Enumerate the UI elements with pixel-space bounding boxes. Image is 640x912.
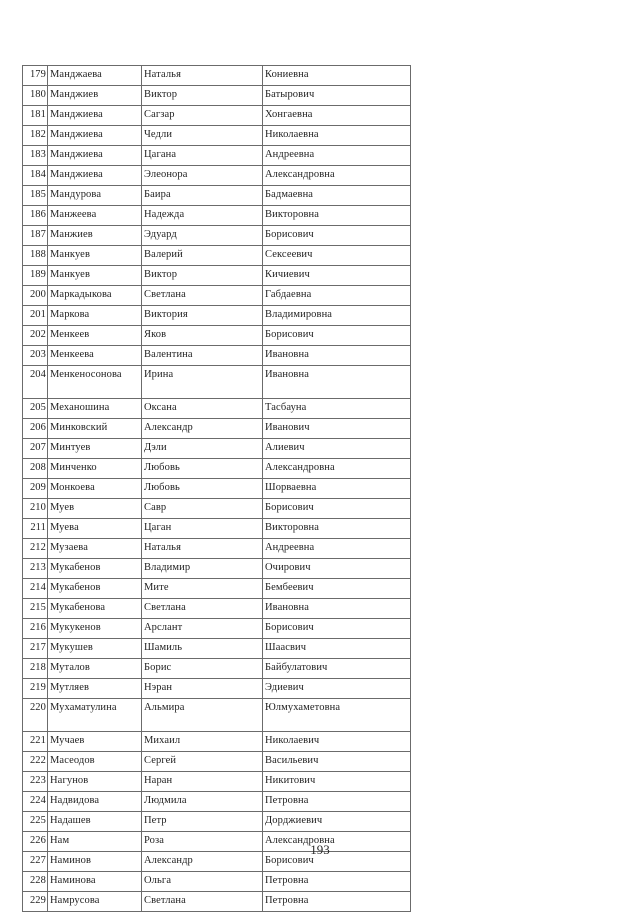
patronymic-cell: Петровна [263, 892, 411, 912]
surname-cell: Маркова [48, 306, 142, 326]
row-number-cell: 228 [23, 872, 48, 892]
table-row [23, 559, 411, 579]
table-row [23, 66, 411, 86]
table-row [23, 366, 411, 399]
table-row [23, 186, 411, 206]
patronymic-cell: Николаевна [263, 126, 411, 146]
table-row [23, 459, 411, 479]
row-number-cell: 217 [23, 639, 48, 659]
row-number-cell: 216 [23, 619, 48, 639]
surname-cell: Намрусова [48, 892, 142, 912]
surname-cell: Музаева [48, 539, 142, 559]
first-name-cell: Надежда [142, 206, 263, 226]
surname-cell: Наминов [48, 852, 142, 872]
table-row [23, 732, 411, 752]
surname-cell: Нагунов [48, 772, 142, 792]
row-number-cell: 205 [23, 399, 48, 419]
surname-cell: Надвидова [48, 792, 142, 812]
row-number-cell: 188 [23, 246, 48, 266]
first-name-cell: Элеонора [142, 166, 263, 186]
table-row [23, 699, 411, 732]
first-name-cell: Яков [142, 326, 263, 346]
row-number-cell: 186 [23, 206, 48, 226]
first-name-cell: Любовь [142, 459, 263, 479]
table-row [23, 812, 411, 832]
patronymic-cell: Ивановна [263, 599, 411, 619]
first-name-cell: Светлана [142, 892, 263, 912]
row-number-cell: 207 [23, 439, 48, 459]
patronymic-cell: Ивановна [263, 346, 411, 366]
surname-cell: Менкеев [48, 326, 142, 346]
table-row [23, 519, 411, 539]
table-row [23, 206, 411, 226]
first-name-cell: Арслант [142, 619, 263, 639]
patronymic-cell: Андреевна [263, 539, 411, 559]
first-name-cell: Александр [142, 419, 263, 439]
first-name-cell: Эдуард [142, 226, 263, 246]
first-name-cell: Борис [142, 659, 263, 679]
table-row [23, 326, 411, 346]
row-number-cell: 215 [23, 599, 48, 619]
surname-cell: Манкуев [48, 266, 142, 286]
surname-cell: Менкеносонова [48, 366, 142, 399]
surname-cell: Минтуев [48, 439, 142, 459]
row-number-cell: 210 [23, 499, 48, 519]
first-name-cell: Сергей [142, 752, 263, 772]
row-number-cell: 212 [23, 539, 48, 559]
first-name-cell: Цаган [142, 519, 263, 539]
patronymic-cell: Борисович [263, 499, 411, 519]
table-row [23, 499, 411, 519]
row-number-cell: 223 [23, 772, 48, 792]
row-number-cell: 213 [23, 559, 48, 579]
surname-cell: Муева [48, 519, 142, 539]
patronymic-cell: Борисович [263, 326, 411, 346]
row-number-cell: 182 [23, 126, 48, 146]
first-name-cell: Цагана [142, 146, 263, 166]
row-number-cell: 226 [23, 832, 48, 852]
table-row [23, 146, 411, 166]
surname-cell: Минченко [48, 459, 142, 479]
row-number-cell: 181 [23, 106, 48, 126]
table-row [23, 792, 411, 812]
table-row [23, 579, 411, 599]
table-row [23, 679, 411, 699]
surname-cell: Наминова [48, 872, 142, 892]
table-row [23, 419, 411, 439]
patronymic-cell: Николаевич [263, 732, 411, 752]
first-name-cell: Виктор [142, 86, 263, 106]
first-name-cell: Баира [142, 186, 263, 206]
first-name-cell: Наран [142, 772, 263, 792]
patronymic-cell: Хонгаевна [263, 106, 411, 126]
row-number-cell: 189 [23, 266, 48, 286]
row-number-cell: 204 [23, 366, 48, 399]
surname-cell: Маркадыкова [48, 286, 142, 306]
patronymic-cell: Эдиевич [263, 679, 411, 699]
table-row [23, 872, 411, 892]
first-name-cell: Александр [142, 852, 263, 872]
first-name-cell: Альмира [142, 699, 263, 732]
surname-cell: Мучаев [48, 732, 142, 752]
surname-cell: Мукушев [48, 639, 142, 659]
table-row [23, 479, 411, 499]
surname-cell: Монкоева [48, 479, 142, 499]
surname-cell: Муев [48, 499, 142, 519]
first-name-cell: Дэли [142, 439, 263, 459]
surname-cell: Манкуев [48, 246, 142, 266]
patronymic-cell: Габдаевна [263, 286, 411, 306]
patronymic-cell: Викторовна [263, 206, 411, 226]
patronymic-cell: Александровна [263, 459, 411, 479]
first-name-cell: Нэран [142, 679, 263, 699]
row-number-cell: 229 [23, 892, 48, 912]
row-number-cell: 185 [23, 186, 48, 206]
first-name-cell: Валентина [142, 346, 263, 366]
table-row [23, 752, 411, 772]
surname-cell: Манджаева [48, 66, 142, 86]
names-table [22, 65, 411, 912]
table-row [23, 286, 411, 306]
patronymic-cell: Сексеевич [263, 246, 411, 266]
table-row [23, 619, 411, 639]
patronymic-cell: Бадмаевна [263, 186, 411, 206]
table-row [23, 772, 411, 792]
surname-cell: Манджиева [48, 106, 142, 126]
surname-cell: Надашев [48, 812, 142, 832]
row-number-cell: 184 [23, 166, 48, 186]
surname-cell: Мукабенов [48, 559, 142, 579]
first-name-cell: Чедли [142, 126, 263, 146]
patronymic-cell: Шаасвич [263, 639, 411, 659]
surname-cell: Манджиева [48, 166, 142, 186]
first-name-cell: Петр [142, 812, 263, 832]
patronymic-cell: Петровна [263, 872, 411, 892]
patronymic-cell: Андреевна [263, 146, 411, 166]
row-number-cell: 187 [23, 226, 48, 246]
table-row [23, 266, 411, 286]
table-row [23, 306, 411, 326]
table-row [23, 86, 411, 106]
first-name-cell: Любовь [142, 479, 263, 499]
surname-cell: Манджиева [48, 146, 142, 166]
surname-cell: Муталов [48, 659, 142, 679]
page-number: 193 [310, 842, 330, 857]
first-name-cell: Шамиль [142, 639, 263, 659]
patronymic-cell: Васильевич [263, 752, 411, 772]
table-row [23, 892, 411, 912]
surname-cell: Минковский [48, 419, 142, 439]
table-row [23, 346, 411, 366]
surname-cell: Манжиев [48, 226, 142, 246]
surname-cell: Мутляев [48, 679, 142, 699]
row-number-cell: 180 [23, 86, 48, 106]
patronymic-cell: Владимировна [263, 306, 411, 326]
surname-cell: Мандурова [48, 186, 142, 206]
first-name-cell: Роза [142, 832, 263, 852]
first-name-cell: Светлана [142, 599, 263, 619]
first-name-cell: Валерий [142, 246, 263, 266]
patronymic-cell: Александровна [263, 166, 411, 186]
first-name-cell: Наталья [142, 539, 263, 559]
row-number-cell: 214 [23, 579, 48, 599]
patronymic-cell: Шорваевна [263, 479, 411, 499]
row-number-cell: 225 [23, 812, 48, 832]
row-number-cell: 183 [23, 146, 48, 166]
first-name-cell: Сагзар [142, 106, 263, 126]
first-name-cell: Виктория [142, 306, 263, 326]
patronymic-cell: Петровна [263, 792, 411, 812]
surname-cell: Нам [48, 832, 142, 852]
row-number-cell: 220 [23, 699, 48, 732]
row-number-cell: 200 [23, 286, 48, 306]
patronymic-cell: Дорджиевич [263, 812, 411, 832]
surname-cell: Масеодов [48, 752, 142, 772]
table-row [23, 659, 411, 679]
table-row [23, 126, 411, 146]
row-number-cell: 224 [23, 792, 48, 812]
patronymic-cell: Очирович [263, 559, 411, 579]
surname-cell: Манжеева [48, 206, 142, 226]
table-row [23, 639, 411, 659]
row-number-cell: 179 [23, 66, 48, 86]
patronymic-cell: Кониевна [263, 66, 411, 86]
patronymic-cell: Борисович [263, 852, 411, 872]
first-name-cell: Савр [142, 499, 263, 519]
patronymic-cell: Тасбауна [263, 399, 411, 419]
surname-cell: Мукабенова [48, 599, 142, 619]
table-row [23, 106, 411, 126]
row-number-cell: 202 [23, 326, 48, 346]
first-name-cell: Светлана [142, 286, 263, 306]
first-name-cell: Ольга [142, 872, 263, 892]
first-name-cell: Ирина [142, 366, 263, 399]
patronymic-cell: Юлмухаметовна [263, 699, 411, 732]
first-name-cell: Людмила [142, 792, 263, 812]
row-number-cell: 222 [23, 752, 48, 772]
table-row [23, 439, 411, 459]
row-number-cell: 203 [23, 346, 48, 366]
surname-cell: Мукукенов [48, 619, 142, 639]
first-name-cell: Оксана [142, 399, 263, 419]
table-row [23, 599, 411, 619]
patronymic-cell: Борисович [263, 226, 411, 246]
surname-cell: Менкеева [48, 346, 142, 366]
table-row [23, 832, 411, 852]
patronymic-cell: Байбулатович [263, 659, 411, 679]
table-row [23, 399, 411, 419]
table-row [23, 246, 411, 266]
patronymic-cell: Кичиевич [263, 266, 411, 286]
row-number-cell: 221 [23, 732, 48, 752]
first-name-cell: Мите [142, 579, 263, 599]
row-number-cell: 206 [23, 419, 48, 439]
row-number-cell: 208 [23, 459, 48, 479]
surname-cell: Мухаматулина [48, 699, 142, 732]
surname-cell: Манджиев [48, 86, 142, 106]
patronymic-cell: Борисович [263, 619, 411, 639]
names-table-body [23, 66, 411, 912]
first-name-cell: Наталья [142, 66, 263, 86]
patronymic-cell: Ивановна [263, 366, 411, 399]
surname-cell: Манджиева [48, 126, 142, 146]
table-row [23, 539, 411, 559]
row-number-cell: 211 [23, 519, 48, 539]
first-name-cell: Михаил [142, 732, 263, 752]
row-number-cell: 219 [23, 679, 48, 699]
table-row [23, 852, 411, 872]
row-number-cell: 201 [23, 306, 48, 326]
patronymic-cell: Батырович [263, 86, 411, 106]
table-row [23, 166, 411, 186]
row-number-cell: 209 [23, 479, 48, 499]
patronymic-cell: Алиевич [263, 439, 411, 459]
patronymic-cell: Бембеевич [263, 579, 411, 599]
surname-cell: Мукабенов [48, 579, 142, 599]
row-number-cell: 227 [23, 852, 48, 872]
first-name-cell: Владимир [142, 559, 263, 579]
patronymic-cell: Иванович [263, 419, 411, 439]
patronymic-cell: Александровна [263, 832, 411, 852]
table-row [23, 226, 411, 246]
row-number-cell: 218 [23, 659, 48, 679]
patronymic-cell: Никитович [263, 772, 411, 792]
patronymic-cell: Викторовна [263, 519, 411, 539]
surname-cell: Механошина [48, 399, 142, 419]
first-name-cell: Виктор [142, 266, 263, 286]
